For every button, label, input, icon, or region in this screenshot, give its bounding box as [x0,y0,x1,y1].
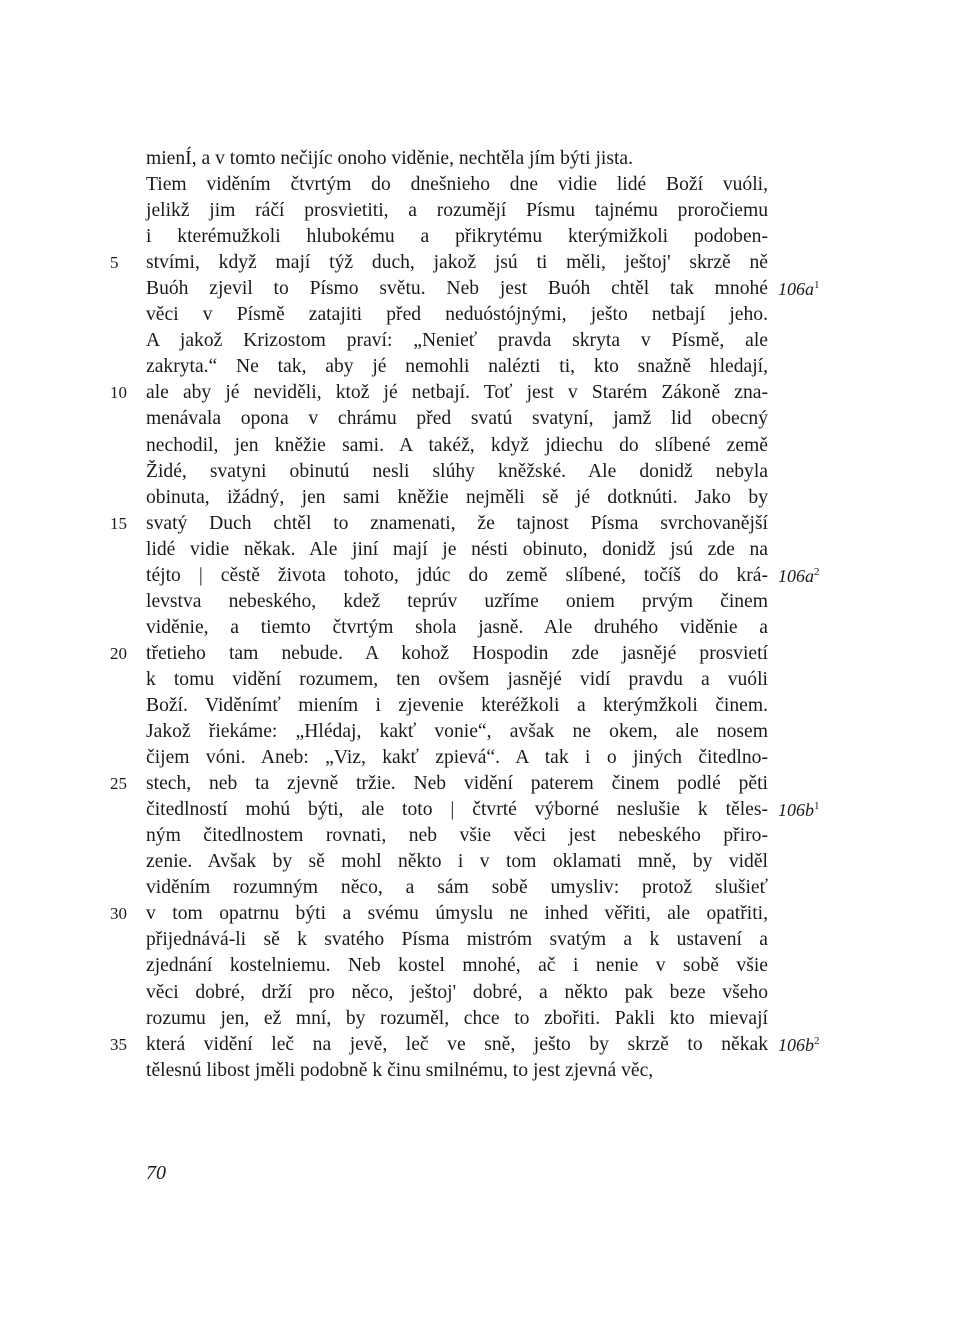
line-text: téjto | cěstě života tohoto, jdúc do země slíbené, točíš do krá- [146,564,768,586]
text-line [146,589,768,615]
text-line [146,875,768,901]
text-line [110,1032,820,1058]
text-line [146,433,768,459]
text-line [146,719,768,745]
line-text: jelikž jim ráčí prosvietiti, a rozumějí Písmu tajnému proročiemu [146,200,768,222]
text-line [146,980,768,1006]
line-text: Židé, svatyni obinutú nesli slúhy kněžské. Ale donidž nebyla [146,460,768,482]
text-line [146,1058,768,1084]
line-text: stvími, když mají týž duch, jakož jsú ti měli, ještoj' skrzě ně [146,252,768,274]
line-number: 20 [110,643,127,663]
text-line [146,328,768,354]
text-line [146,485,768,511]
line-text: viděním rozumným něco, a sám sobě umysliv: protož slušieť [146,877,768,899]
text-line [146,563,820,589]
line-text: zenie. Avšak by sě mohl někto i v tom oklamati mně, by viděl [146,851,768,873]
page-number: 70 [146,1162,166,1184]
text-line [146,146,768,172]
margin-reference-superscript: 1 [814,800,820,813]
line-text: mienÍ, a v tomto nečijíc onoho viděnie, nechtěla jím býti jista. [146,148,634,169]
text-line [146,745,768,771]
margin-folio-reference [778,563,820,589]
margin-reference-label: 106a [778,565,814,586]
margin-reference-label: 106b [778,800,814,821]
text-block [110,146,820,1084]
line-text: menávala opona v chrámu před svatú svatyní, jamž lid obecný [146,408,768,430]
text-line [146,927,768,953]
line-text: k tomu vidění rozumem, ten ovšem jasnějé vidí pravdu a vuóli [146,668,768,690]
line-text: Boží. Viděnímť miením i zjevenie kteréžkoli a kterýmžkoli činem. [146,694,768,716]
margin-reference-label: 106b [778,1034,814,1055]
line-text: i kterémužkoli hlubokému a přikrytému kterýmižkoli podoben- [146,226,768,248]
text-line [146,198,768,224]
text-line [146,823,768,849]
line-number: 15 [110,513,127,533]
text-line [146,667,768,693]
line-text: tělesnú libost jměli podobně k činu smilnému, to jest zjevná věc, [146,1059,654,1081]
margin-folio-reference [778,276,820,302]
text-line [146,224,768,250]
text-line [110,771,768,797]
line-text: přijednává-li sě k svatého Písma mistróm svatým a k ustavení a [146,929,768,951]
line-number: 30 [110,904,127,924]
line-number: 25 [110,774,127,794]
line-text: lidé vidie někak. Ale jiní mají je nésti obinuto, donidž jsú zde na [146,538,768,560]
text-line [110,641,768,667]
margin-reference-superscript: 2 [814,1034,820,1047]
line-text: Tiem viděním čtvrtým do dnešnieho dne vidie lidé Boží vuóli, [146,174,768,196]
line-text: rozumu jen, ež mní, by rozuměl, chce to zbořiti. Pakli kto mievají [146,1007,768,1029]
text-line [146,797,820,823]
line-text: svatý Duch chtěl to znamenati, že tajnost Písma svrchovanější [146,512,768,534]
text-line [110,511,768,537]
text-line [146,693,768,719]
line-text: třetieho tam nebude. A kohož Hospodin zde jasnějé prosvietí [146,642,768,664]
line-text: Buóh zjevil to Písmo světu. Neb jest Buóh chtěl tak mnohé [146,278,768,300]
text-line [110,380,768,406]
text-line [146,1006,768,1032]
line-text: věci v Písmě zatajiti před neduóstójnými, ješto netbají jeho. [146,304,768,326]
line-text: Jakož řiekáme: „Hlédaj, kakť vonie“, avšak ne okem, ale nosem [146,721,768,743]
text-line [146,276,820,302]
line-number: 10 [110,383,127,403]
line-text: ale aby jé neviděli, ktož jé netbají. Toť jest v Starém Zákoně zna- [146,382,768,404]
text-line [146,953,768,979]
line-text: v tom opatrnu býti a svému úmyslu ne inhed věřiti, ale opatřiti, [146,903,768,925]
text-line [146,849,768,875]
text-line [110,901,768,927]
margin-folio-reference [778,1032,820,1058]
line-text: A jakož Krizostom praví: „Nenieť pravda skryta v Písmě, ale [146,330,768,352]
margin-reference-superscript: 2 [814,565,820,578]
line-text: levstva nebeského, kdež teprúv uzříme oniem prvým činem [146,590,768,612]
line-text: viděnie, a tiemto čtvrtým shola jasně. Ale druhého viděnie a [146,616,768,638]
text-line [146,172,768,198]
margin-reference-superscript: 1 [814,279,820,292]
line-number: 35 [110,1034,127,1054]
line-text: nechodil, jen kněžie sami. A takéž, když jdiechu do slíbené země [146,434,768,456]
line-text: čitedlností mohú býti, ale toto | čtvrté výborné neslušie k těles- [146,799,768,821]
line-text: zjednání kostelniemu. Neb kostel mnohé, ač i nenie v sobě všie [146,955,768,977]
line-text: čijem vóni. Aneb: „Viz, kakť zpievá“. A tak i o jiných čitedlno- [146,747,768,769]
text-line [146,615,768,641]
line-text: věci dobré, drží pro něco, ještoj' dobré, a někto pak beze všeho [146,981,768,1003]
margin-folio-reference [778,797,820,823]
text-line [146,406,768,432]
line-number: 5 [110,253,119,273]
line-text: ným čitedlnostem rovnati, neb všie věci jest nebeského přiro- [146,825,768,847]
text-line [146,354,768,380]
text-line [110,250,768,276]
line-text: zakryta.“ Ne tak, aby jé nemohli nalézti ti, kto snažně hledají, [146,356,768,378]
margin-reference-label: 106a [778,279,814,300]
line-text: obinuta, ižádný, jen sami kněžie nejměli sě jé dotknúti. Jako by [146,486,768,508]
text-line [146,537,768,563]
text-line [146,302,768,328]
line-text: která vidění leč na jevě, leč ve sně, ješto by skrzě to někak [146,1033,768,1055]
text-line [146,459,768,485]
line-text: stech, neb ta zjevně tržie. Neb vidění paterem činem podlé pěti [146,773,768,795]
